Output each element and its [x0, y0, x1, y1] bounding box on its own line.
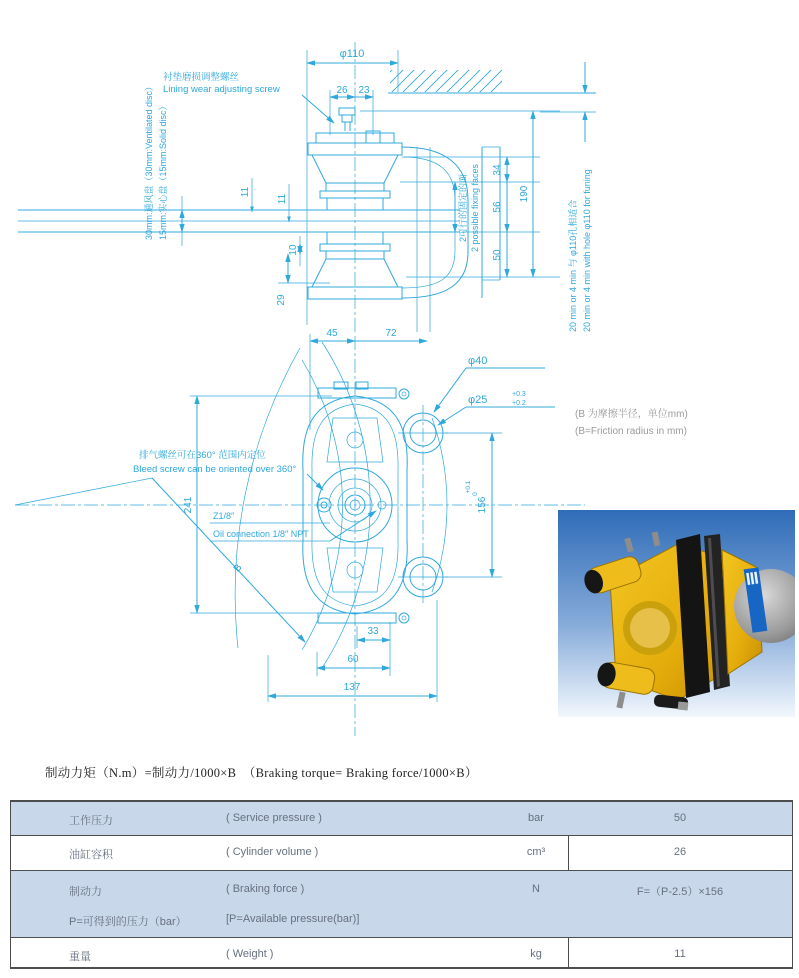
spec-table	[10, 800, 793, 969]
table-row-braking-force	[11, 871, 792, 938]
mounting-bracket	[402, 147, 500, 332]
product-photo	[558, 510, 795, 717]
braking-torque-formula: 制动力矩（N.m）=制动力/1000×B （Braking torque= Braking force/1000×B）	[45, 766, 478, 780]
dim-11a: 11	[240, 186, 251, 198]
tol-156-hi: +0.1	[465, 480, 472, 494]
bleed-note-en: Bleed screw can be oriented over 360°	[133, 464, 297, 475]
row-unit: N	[532, 883, 540, 895]
row-value: 50	[673, 812, 687, 824]
dim-B: B	[231, 562, 245, 575]
row-value: 11	[674, 948, 686, 960]
dim-23: 23	[358, 85, 370, 96]
dim-phi40: φ40	[468, 355, 488, 367]
dim-26: 26	[336, 85, 348, 96]
disc-note-line2: 15mm:实心盘（15mm:Solid disc）	[158, 101, 168, 240]
dim-33: 33	[367, 626, 379, 637]
row-label-cn: 工作压力	[69, 815, 113, 827]
table-row-cylinder-volume	[11, 836, 792, 871]
friction-note-cn: (B 为摩擦半径，单位mm)	[575, 409, 688, 420]
dim-50: 50	[492, 249, 503, 261]
row-unit: kg	[530, 948, 542, 960]
tol-156-lo: 0	[472, 492, 479, 496]
dim-phi25: φ25	[468, 394, 488, 406]
row-label-en: ( Weight )	[226, 948, 274, 960]
row-label-cn: 制动力	[69, 886, 102, 898]
oil-note-2: Oil connection 1/8″ NPT	[213, 529, 309, 539]
table-row-weight	[11, 938, 792, 969]
dim-56: 56	[492, 201, 503, 213]
row-label-en: ( Cylinder volume )	[226, 846, 319, 858]
tol-25-hi: +0.3	[512, 391, 526, 398]
hole-note-en: 20 min or 4 min with hole φ110 for funing	[582, 169, 592, 332]
oil-note-1: Z1/8″	[213, 511, 235, 521]
dim-241: 241	[183, 496, 194, 514]
row-label-en: ( Braking force )	[226, 883, 305, 895]
caliper-body	[303, 382, 409, 623]
adjusting-screw	[339, 108, 355, 131]
table-row-service-pressure	[11, 802, 792, 836]
hole-note-cn: 20 min or 4 min 与 φ110孔相适合	[568, 199, 578, 332]
row-unit: bar	[528, 812, 544, 824]
lining-screw-label-en: Lining wear adjusting screw	[163, 84, 280, 95]
fixing-faces-cn: 2可行的固定的面	[458, 173, 468, 243]
disc-note-line1: 30mm:通风盘（30mm:Ventilated disc）	[144, 81, 154, 240]
dim-190: 190	[519, 185, 530, 203]
row-sublabel-cn: P=可得到的压力（bar）	[69, 916, 187, 928]
bleed-note-cn: 排气螺丝可在360° 范围内定位	[139, 450, 266, 461]
dim-10: 10	[288, 244, 299, 256]
lining-screw-label-cn: 衬垫磨损调整螺丝	[163, 72, 240, 83]
row-label-cn: 重量	[69, 951, 91, 963]
tol-25-lo: +0.2	[512, 400, 526, 407]
dim-11b: 11	[277, 193, 288, 205]
dim-72: 72	[385, 328, 397, 339]
top-view	[18, 42, 596, 332]
dim-45: 45	[326, 328, 338, 339]
row-label-cn: 油缸容积	[69, 849, 113, 861]
dim-34: 34	[492, 164, 503, 176]
disc-lines	[18, 210, 460, 232]
dim-phi110: φ110	[339, 48, 365, 60]
dim-60: 60	[347, 654, 359, 665]
dim-29: 29	[276, 294, 287, 306]
friction-note-en: (B=Friction radius in mm)	[575, 426, 687, 437]
row-label-en: ( Service pressure )	[226, 812, 322, 824]
dim-156: 156	[477, 496, 488, 514]
row-sublabel-en: [P=Available pressure(bar)]	[226, 913, 360, 925]
row-value: F=（P-2.5）×156	[636, 886, 724, 898]
row-value: 26	[673, 846, 687, 858]
brake-photo-illustration	[558, 510, 795, 717]
row-unit: cm³	[526, 846, 546, 858]
fixing-faces-en: 2 possible fixing faces	[470, 163, 480, 253]
dim-137: 137	[343, 682, 361, 693]
hatched-wall	[388, 62, 596, 142]
